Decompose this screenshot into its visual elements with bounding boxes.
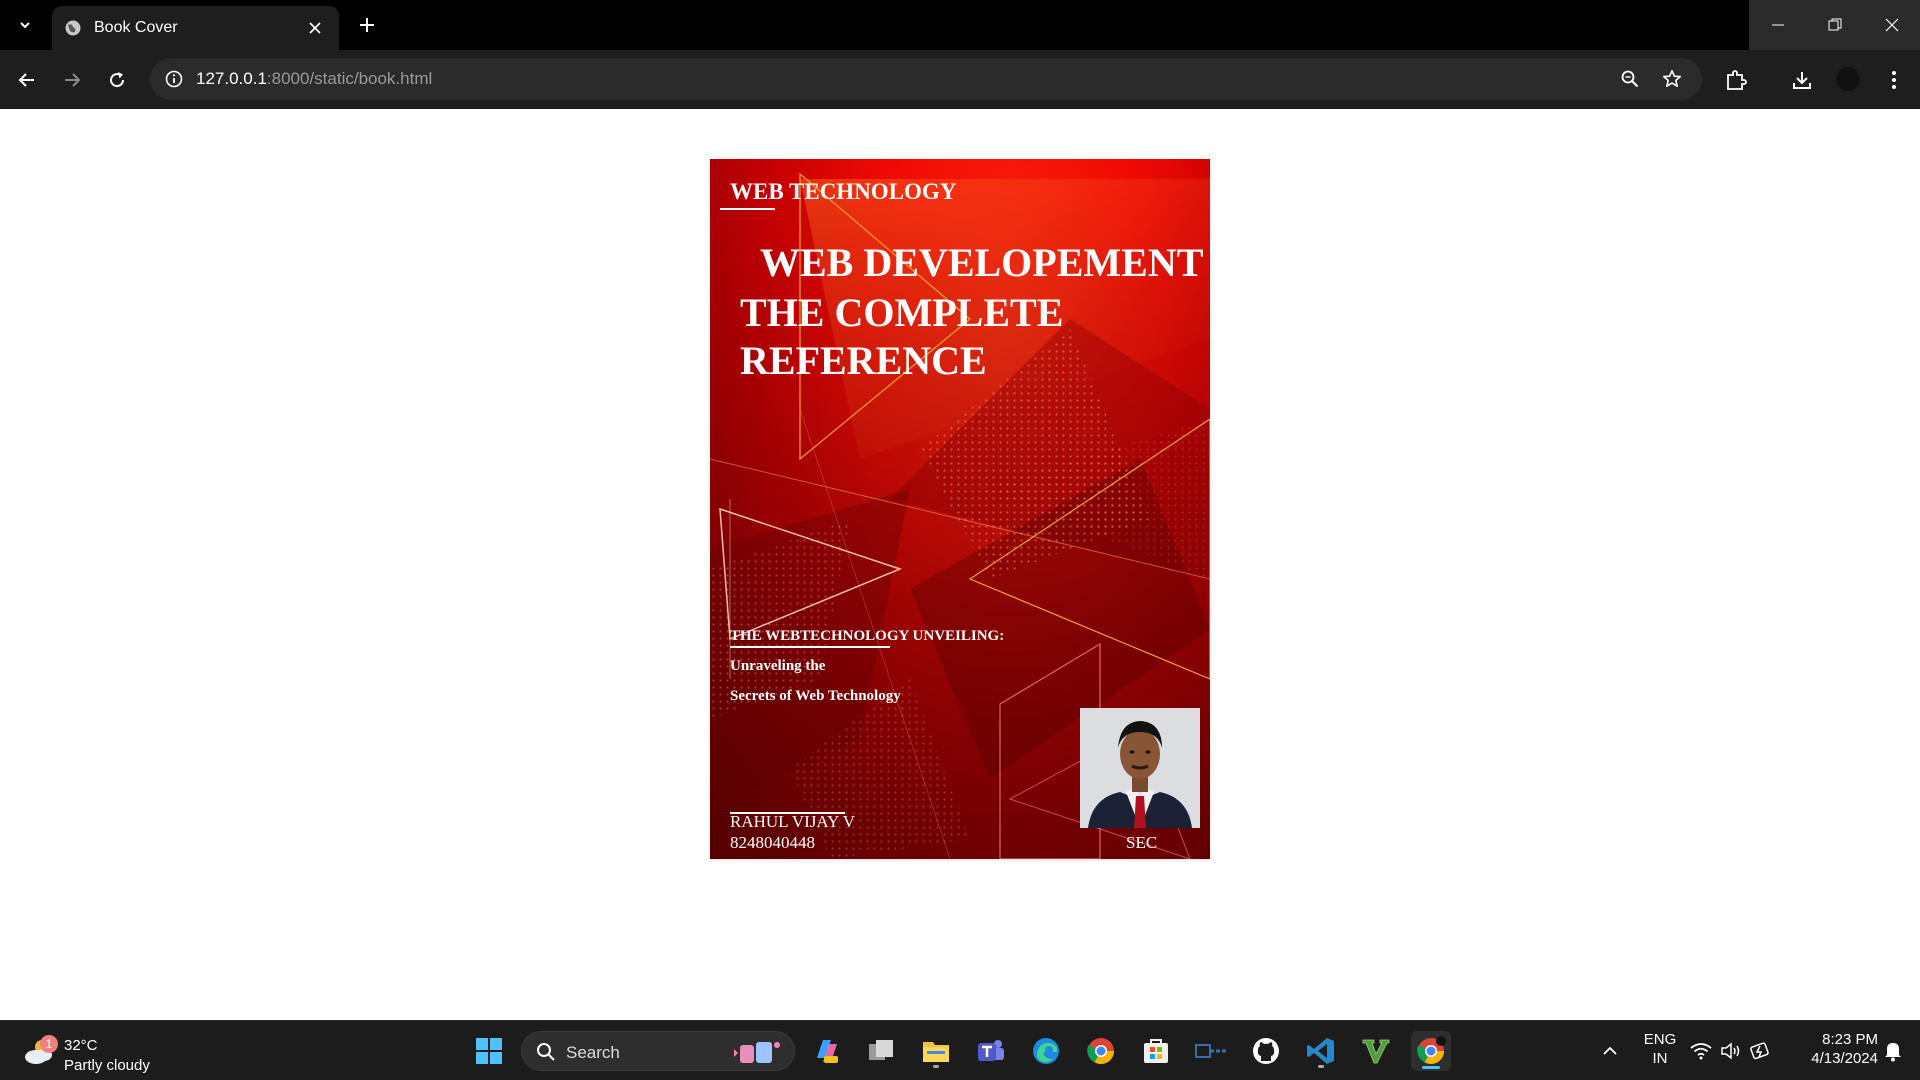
author-portrait-image	[1080, 708, 1200, 828]
running-indicator	[1318, 1065, 1324, 1068]
taskbar-search[interactable]	[521, 1031, 795, 1071]
tab-search-button[interactable]	[10, 10, 40, 40]
close-icon	[309, 22, 321, 34]
active-indicator	[1422, 1066, 1440, 1069]
kebab-menu-icon	[1891, 70, 1897, 90]
address-bar[interactable]	[150, 58, 1702, 100]
chrome-icon	[1416, 1036, 1446, 1066]
browser-toolbar	[0, 50, 1920, 109]
github-app[interactable]	[1246, 1031, 1286, 1071]
chrome-app[interactable]	[1081, 1031, 1121, 1071]
minimize-icon	[1772, 19, 1784, 31]
menu-button[interactable]	[1876, 62, 1912, 98]
region-code: IN	[1652, 1050, 1668, 1067]
windows-logo-icon	[475, 1037, 503, 1065]
chrome-icon	[1086, 1036, 1116, 1066]
author-phone: 8248040448	[730, 833, 815, 852]
arrow-left-icon	[18, 71, 36, 89]
copilot-icon	[811, 1036, 841, 1066]
series-underline	[720, 208, 775, 210]
subtitle-underline	[730, 646, 890, 648]
volume-icon	[1720, 1042, 1742, 1060]
zoom-icon	[1621, 70, 1639, 88]
restore-button[interactable]	[1806, 0, 1863, 50]
chrome-active-app[interactable]	[1411, 1031, 1451, 1071]
vim-icon	[1361, 1036, 1391, 1066]
new-tab-button[interactable]	[352, 10, 382, 40]
bookmark-button[interactable]	[1658, 65, 1686, 93]
clock-date: 4/13/2024	[1811, 1050, 1878, 1067]
file-explorer-app[interactable]	[916, 1031, 956, 1071]
cover-subtitle-line1: THE WEBTECHNOLOGY UNVEILING:	[730, 628, 1005, 644]
globe-icon	[64, 19, 82, 37]
zoom-button[interactable]	[1616, 65, 1644, 93]
back-button[interactable]	[9, 62, 45, 98]
store-app[interactable]	[1136, 1031, 1176, 1071]
author-photo	[1080, 708, 1200, 828]
forward-button[interactable]	[54, 62, 90, 98]
folder-icon	[921, 1037, 951, 1065]
cover-title-line2: THE COMPLETE	[740, 290, 1064, 335]
language-indicator[interactable]	[1640, 1031, 1680, 1067]
github-icon	[1252, 1037, 1280, 1065]
reload-icon	[108, 71, 126, 89]
url-path: :8000/static/book.html	[266, 69, 433, 88]
book-cover	[710, 159, 1210, 859]
cover-title-line1: WEB DEVELOPEMENT	[760, 240, 1204, 285]
teams-app[interactable]	[971, 1031, 1011, 1071]
vscode-app[interactable]	[1301, 1031, 1341, 1071]
puzzle-icon	[1725, 69, 1747, 91]
star-icon	[1662, 69, 1682, 89]
downloads-button[interactable]	[1784, 62, 1820, 98]
task-view-icon	[867, 1037, 895, 1065]
reload-button[interactable]	[99, 62, 135, 98]
plus-icon	[359, 17, 375, 33]
copilot-app[interactable]	[806, 1031, 846, 1071]
teams-icon	[976, 1036, 1006, 1066]
quick-settings-button[interactable]	[1686, 1031, 1776, 1071]
chevron-up-icon	[1603, 1046, 1617, 1056]
weather-widget[interactable]	[22, 1029, 172, 1073]
notifications-button[interactable]	[1878, 1031, 1908, 1071]
info-icon	[165, 70, 183, 88]
vscode-icon	[1306, 1036, 1336, 1066]
site-info-button[interactable]	[160, 65, 188, 93]
arrow-right-icon	[63, 71, 81, 89]
wifi-icon	[1690, 1042, 1712, 1060]
start-button[interactable]	[469, 1031, 509, 1071]
battery-charging-icon	[1750, 1042, 1772, 1060]
language-code: ENG	[1643, 1031, 1677, 1048]
bell-icon	[1883, 1040, 1903, 1062]
task-view-app[interactable]	[861, 1031, 901, 1071]
running-indicator	[933, 1065, 939, 1068]
edge-app[interactable]	[1026, 1031, 1066, 1071]
cover-subtitle-line3: Secrets of Web Technology	[730, 688, 901, 704]
url-host: 127.0.0.1	[196, 69, 267, 88]
taskbar	[0, 1020, 1920, 1080]
institution-label: SEC	[1126, 833, 1158, 852]
connect-app[interactable]	[1191, 1031, 1231, 1071]
cover-title-line3: REFERENCE	[740, 338, 987, 383]
page-viewport	[0, 109, 1920, 1020]
store-icon	[1141, 1036, 1171, 1066]
profile-avatar[interactable]	[1836, 67, 1860, 91]
minimize-button[interactable]	[1749, 0, 1806, 50]
connect-icon	[1195, 1041, 1227, 1061]
chevron-down-icon	[18, 18, 32, 32]
download-icon	[1792, 70, 1812, 90]
author-name: RAHUL VIJAY V	[730, 812, 856, 831]
close-window-button[interactable]	[1863, 0, 1920, 50]
clock-time: 8:23 PM	[1822, 1031, 1878, 1048]
show-hidden-icons-button[interactable]	[1590, 1031, 1630, 1071]
edge-icon	[1031, 1036, 1061, 1066]
active-tab[interactable]	[52, 6, 339, 50]
vim-app[interactable]	[1356, 1031, 1396, 1071]
search-icon	[536, 1042, 556, 1062]
clock[interactable]	[1788, 1031, 1878, 1067]
weather-temp: 32°C	[64, 1037, 98, 1054]
tab-close-button[interactable]	[303, 16, 327, 40]
tab-title: Book Cover	[94, 19, 178, 36]
search-highlight-icon	[732, 1037, 784, 1067]
url-text[interactable]	[196, 69, 432, 89]
extensions-button[interactable]	[1718, 62, 1754, 98]
close-icon	[1885, 18, 1899, 32]
search-label: Search	[566, 1043, 620, 1062]
weather-desc: Partly cloudy	[64, 1057, 150, 1074]
weather-badge: 1	[40, 1035, 58, 1053]
tab-strip	[0, 0, 1920, 50]
cover-subtitle-line2: Unraveling the	[730, 658, 826, 674]
restore-icon	[1828, 18, 1842, 32]
cover-series: WEB TECHNOLOGY	[730, 179, 957, 204]
